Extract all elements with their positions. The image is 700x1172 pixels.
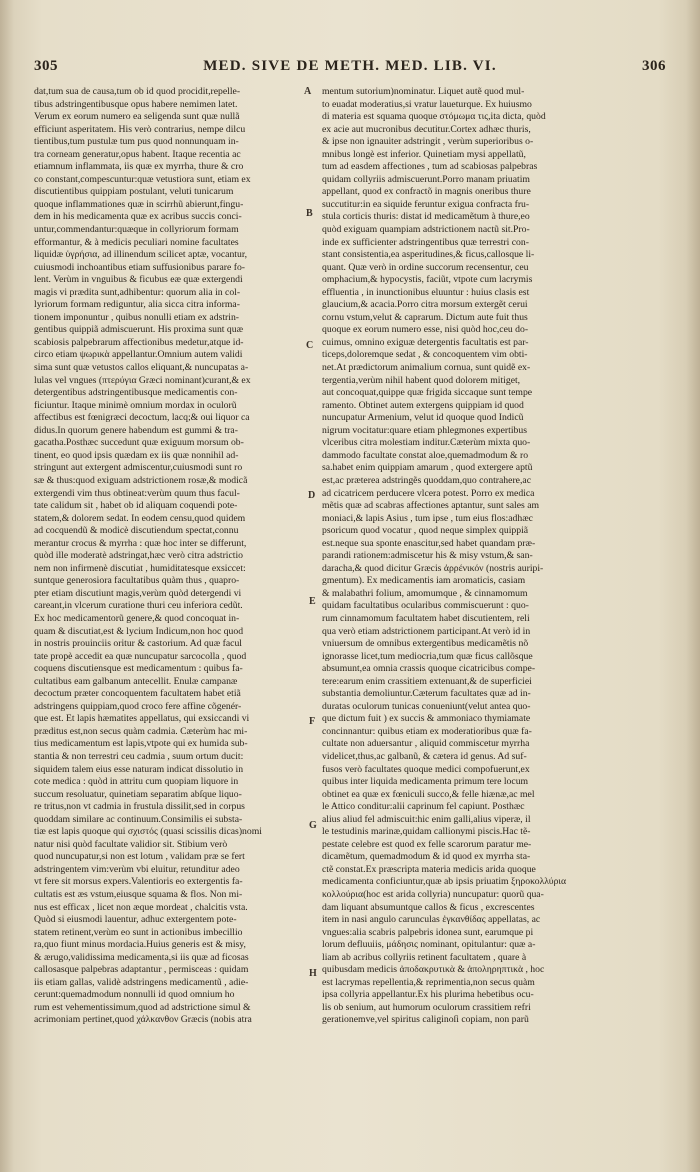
margin-letter-f: F [309, 716, 316, 727]
left-column-line: tibus adstringentibusque opus habere nemimen latet. [34, 98, 238, 110]
left-column-line: efficiunt asperitatem. His verò contrarius, nempe dilcu [34, 123, 246, 135]
left-column-line: untur,commendantur:quæque in collyriorum formam [34, 224, 239, 236]
left-column-line: statem,& dolorem sedat. In eodem censu,quod quidem [34, 512, 246, 524]
right-column-line: mnibus longè est inferior. Quinetiam mysi appellatũ, [322, 148, 526, 160]
left-column-line: etiamnum inflammata, iis quæ ex myrrha, thure & cro [34, 161, 244, 173]
right-column-line: succutitur:in ea siquide feruntur exigua confracta fru- [322, 198, 530, 210]
left-page-number: 305 [34, 58, 58, 74]
left-column-line: lulas vel vngues (πτερύγια Græci nominant)curant,& ex [34, 374, 251, 386]
right-column-line: le testudinis marinæ,quidam callionymi piscis.Hac tẽ- [322, 826, 531, 838]
right-page-edge [686, 0, 700, 1172]
right-column-line: lorum defluuiis, μάδησις nominant, opitulantur: quæ a- [322, 939, 536, 951]
margin-letter-c: C [306, 340, 314, 351]
right-column-line: to euadat moderatius,si vratur laueturque. Ex huiusmo [322, 98, 532, 110]
right-column-line: sa.habet enim quippiam amarum , quod extergere aptũ [322, 462, 533, 474]
left-column-line: tate calidum sit , habet ob id aliquam coquendi pote- [34, 500, 238, 512]
left-column-line: Verum ex eorum numero ea seligenda sunt quæ nullã [34, 111, 240, 123]
right-column-line: quidam collyriis admiscuerunt.Porro manam priuatim [322, 173, 530, 185]
right-column-line: concinnantur: quibus etiam ex moderatioribus quæ fa- [322, 725, 532, 737]
right-column-line: net.At prædictorum animalium cornua, sunt quidẽ ex- [322, 362, 531, 374]
right-column-line: vngues:alia scabris palpebris idonea sunt, earumque pi [322, 926, 534, 938]
left-column-line: didus.In quorum genere habendum est gummi & tra- [34, 424, 238, 436]
right-column-line: vniuersum de omnibus extergentibus medicamẽtis nõ [322, 638, 529, 650]
left-column-line: magis vi prædita sunt,adhibentur: quorum alia in col- [34, 286, 241, 298]
right-column-line: parandi rationem:admiscetur his & misy vstum,& san- [322, 550, 533, 562]
right-column-line: est.neque sua sponte enascitur,sed habet quandam præ- [322, 537, 536, 549]
right-column-line: & malabathri folium, amomumque , & cinnamomum [322, 587, 528, 599]
left-column-line: scabiosis palpebrarum affectionibus medetur,atque id- [34, 336, 244, 348]
left-column-line: succum resoluatur, quinetiam separatim abſque liquo- [34, 788, 242, 800]
left-column-line: efformantur, & à medicis peculiari nomine facultates [34, 236, 239, 248]
left-column-line: ad cocquendũ & modicè discutiendum spectat,connu [34, 525, 239, 537]
left-column-line: circo etiam ψωρικὰ appellantur.Omnium autem validi [34, 349, 243, 361]
right-column-line: quibusdam medicis ἀποδακρυτικὰ & ἀποληρηπτικὰ , hoc [322, 964, 545, 976]
left-column-line: coquens discutiensque est medicamentum : quibus fa- [34, 663, 243, 675]
right-column-line: gerationemve,vel spiritus caliginoſi copiam, non parũ [322, 1014, 529, 1026]
left-column-line: discutientibus quippiam postulant, veluti tunicarum [34, 186, 234, 198]
margin-letter-e: E [309, 596, 316, 607]
left-column-line: sima sunt quæ vetustos callos eliquant,& nuncupatas a- [34, 362, 249, 374]
left-column-line: que est. Et lapis hæmatites appellatus, qui exsiccandi vi [34, 713, 250, 725]
right-column-line: ex acie aut mucronibus decutitur.Cortex adhæc thuris, [322, 123, 531, 135]
right-column-line: stula corticis thuris: distat id medicamẽtum à thure,eo [322, 211, 530, 223]
right-column-line: quoque ex eorum numero esse, nisi quòd hoc,ceu do- [322, 324, 529, 336]
left-column-line: tate propè accedit ea quæ nuncupatur sarcocolla , quod [34, 650, 247, 662]
right-column-line: nigrum vocitatur:quare etiam phlegmones expertibus [322, 424, 527, 436]
left-column-line: Quòd si eiusmodi lauentur, adhuc extergentem pote- [34, 914, 237, 926]
right-column-line: cornu vstum,velut & caprarum. Dictum aute fuit thus [322, 311, 528, 323]
running-title: MED. SIVE DE METH. MED. LIB. VI. [203, 58, 497, 74]
left-column-line: affectibus est fœnigræci decoctum, lacq;& oui liquor ca [34, 412, 250, 424]
right-column-line: ipsa collyria appellantur.Ex his plurima hebetibus ocu- [322, 989, 534, 1001]
right-page-number: 306 [642, 58, 666, 74]
right-column-line: κολλούρια(hoc est arida collyria) nuncupatur: quorũ qua- [322, 889, 544, 900]
left-column-line: co constant,compescuntur:quæ vetustiora sunt, etiam ex [34, 173, 251, 185]
left-column-line: quoddam similare ac continuum.Consimilis ei substa- [34, 813, 243, 825]
right-column-line: quibus inter liquida medicamenta primum tere locum [322, 776, 529, 788]
right-column-line: di materia est squama quoque στόμωμα τις,ita dicta, quòd [322, 111, 546, 123]
right-column-line: nuncupatur Armenium, velut id quoque quod Indicũ [322, 412, 524, 424]
right-column-line: ad cicatricem perducere vlcera potest. Porro ex medica [322, 487, 535, 499]
left-column-line: quam & discutiat,est & lycium Indicum,non hoc quod [34, 625, 244, 637]
left-column-line: ficiuntur. Itaque minimè omnium mordax in oculorũ [34, 399, 237, 411]
right-column-line: ctẽ constat.Ex præscripta materia medicis arida quoque [322, 863, 536, 875]
right-column-line: alius aliud fel admiscuit:hic enim galli,alius viperæ, il [322, 813, 531, 825]
right-column-line: effluentia , in inunctionibus eluuntur : huius clasis est [322, 286, 530, 298]
left-column-line: extergendi vim thus obtineat:verùm quum thus facul- [34, 487, 240, 499]
left-column-line: tra corneam generatur,opus habent. Itaque recentia ac [34, 148, 241, 160]
left-column-line: tinent, eo quod ipsis quædam ex iis quæ nonnihil ad- [34, 449, 239, 461]
right-column-line: mẽtis quæ ad scabras affectiones aptantur, sunt sales am [322, 500, 540, 512]
left-column-line: siquidem talem eius esse naturam indicat dissolutio in [34, 763, 244, 775]
right-column-line: vlceribus citra molestiam inditur.Cæterùm mixta quo- [322, 437, 531, 449]
right-column-line: stant consistentia,ea asperitudines,& ficus,callosque li- [322, 249, 535, 261]
left-column-line: iis etiam gallas, validè adstringens medicamentũ , adie- [34, 976, 249, 988]
left-column-line: tius medicamentum est lapis,vtpote qui ex humida sub- [34, 738, 248, 750]
right-column-line: tergentia,verùm nihil habent quod dolorem mitiget, [322, 374, 521, 386]
right-column-line: quòd exiguam quampiam adstrictionem nactũ sit.Pro- [322, 224, 530, 236]
right-column-line: ramento. Obtinet autem extergens quippiam id quod [322, 399, 524, 411]
left-column-line: stringunt aut extergent admiscentur,cuiusmodi sunt ro [34, 462, 243, 474]
right-column-line: lis ob senium, aut humorum oculorum crassitiem refri [322, 1001, 531, 1013]
left-column-line: tientibus,tum pustulæ tum pus quod nonnunquam in- [34, 136, 239, 148]
right-column-line: dam liquant absumuntque callos & ficus , excrescentes [322, 901, 535, 913]
right-column-line: tum ad easdem affectiones , tum ad scabiosas palpebras [322, 161, 538, 173]
page-header [34, 58, 666, 84]
left-page-edge [0, 0, 14, 1172]
right-column-line: aut concoquat,quippe quæ frigida siccaque sunt tempe [322, 387, 533, 399]
right-column-line: psoricum quod vocatur , quod neque simplex quippiã [322, 525, 529, 537]
right-column-line: obtinet ea quæ ex fœniculi succo,& felle hiænæ,ac mel [322, 788, 535, 800]
left-column-line: nem non infirmenè discutiat , humiditatesque exsiccet: [34, 562, 246, 574]
left-column-line: nus est efficax , licet non æque mordeat , chalcitis vsta. [34, 901, 248, 913]
left-column-line: pter etiam discutiunt magis,verùm quòd detergendi vi [34, 587, 242, 599]
right-column-line: pestate celebre est quod ex felle scarorum paratur me- [322, 838, 532, 850]
right-column-line: glaucium,& acacia.Porro citra morsum extergẽt cerui [322, 299, 528, 311]
right-column-line: quant. Quæ verò in ordine succorum recensentur, ceu [322, 261, 529, 273]
right-column-line: qua verò etiam adstrictionem participant.At verò id in [322, 625, 531, 637]
left-column-line: cuiusmodi inchoantibus etiam suffusionibus parare fo- [34, 261, 246, 273]
right-column-line: substantia demoliuntur.Cæterum facultates quæ ad in- [322, 688, 531, 700]
left-column-line: careant,in vlcerum curatione thuri ceu inferiora cedũt. [34, 600, 243, 612]
left-column-line: suntque generosiora facultatibus quàm thus , quapro- [34, 575, 240, 587]
right-column-line: est lacrymas repellentia,& reprimentia,non secus quàm [322, 976, 535, 988]
left-column-line: natur nisi quòd facultate validior sit. Stibium verò [34, 838, 228, 850]
left-column-line: adstringentem vim:verùm vbi eluitur, retunditur adeo [34, 863, 240, 875]
left-column-line: detergentibus adstringentibusque medicamentis con- [34, 387, 238, 399]
left-column-line: præditus est,non secus quàm cadmia. Cæterùm hac mi- [34, 725, 248, 737]
left-column-line: sæ & thus:quod exiguam adstrictionem rosæ,& modicã [34, 474, 248, 486]
right-column-line: medicamenta conficiuntur,quæ ab ipsis priuatim ξηροκολλύρια [322, 876, 567, 888]
left-column-line: acrimoniam pertinet,quod χάλκανθον Græcis (nobis atra [34, 1014, 252, 1026]
right-column-line: liam ab acribus collyriis retinent facultatem , quare à [322, 951, 527, 963]
left-column-line: & ærugo,validissima medicamenta,si iis quæ ad ficosas [34, 951, 249, 963]
right-column-line: dicamẽtum, quemadmodum & id quod ex myrrha sta- [322, 851, 531, 863]
right-column-line: rum cinnamomum facultatem habet discutientem, reli [322, 612, 530, 624]
right-column-line: videlicet,thus,ac galbanũ, & cætera id genus. Ad suf- [322, 750, 527, 762]
left-column-line: lent. Verùm in vnguibus & ficubus eæ quæ extergendi [34, 274, 243, 286]
right-column-line: gmentum). Ex medicamentis iam aromaticis, casiam [322, 575, 526, 587]
right-column-line: dammodo facultate constat aloe,quemadmodum & ro [322, 449, 529, 461]
left-column-line: lyriorum formam rediguntur, alia sicca citra informa- [34, 299, 240, 311]
left-column-line: re tritus,non vt cadmia in frustula dissilit,sed in corpus [34, 801, 245, 813]
right-column-line: inde ex sufficienter adstringentibus quæ terrestri con- [322, 236, 529, 248]
left-column-line: liquidæ ὑγρήσια, ad illinendum scilicet aptæ, vocantur, [34, 249, 248, 261]
left-column-line: ra,quo fiunt minus mordacia.Huius generis est & misy, [34, 939, 246, 951]
left-text-column [34, 86, 312, 1027]
margin-letter-h: H [309, 968, 317, 979]
right-column-line: moniaci,& lapis Asius , tum ipse , tum eius flos:adhæc [322, 512, 533, 524]
right-column-line: omphacium,& hypocystis, faciũt, vtpote cum lacrymis [322, 274, 533, 286]
right-column-line: est,ac præterea adstringẽs quoddam,quo contrahere,ac [322, 474, 532, 486]
left-column-line: stantia & non terrestri ceu cadmia , suum ortum ducit: [34, 750, 244, 762]
left-column-line: quoque inflammationes quæ in scirrhũ abierunt,fingu- [34, 198, 244, 210]
left-column-line: Ex hoc medicamentorũ genere,& quod concoquat in- [34, 612, 240, 624]
right-column-line: daracha,& quod dicitur Græcis ἀρρένικόν (nostris auripi- [322, 562, 544, 574]
right-column-line: duratas oculorum tunicas conueniunt(velut antea quo- [322, 700, 531, 712]
left-column-line: tiæ est lapis quoque qui σχιστός (quasi scissilis dicas)nomi [34, 826, 262, 838]
left-column-line: cultatis est æs vstum,eiusque squama & flos. Non mi- [34, 889, 243, 900]
right-column-line: ticeps,doloremque sedat , & concoquentem vim obti- [322, 349, 528, 361]
right-column-line: fusos verò facultates quoque medici compofuerunt,ex [322, 763, 530, 775]
left-column-line: gacatha.Posthæc succedunt quæ exiguum morsum ob- [34, 437, 244, 449]
left-column-line: vt fere sit morsus expers.Valentioris eo extergentis fa- [34, 876, 243, 888]
left-column-line: dem in his medicamenta quæ ex acribus succis conci- [34, 211, 242, 223]
left-column-line: quod nuncupatur,si non est lotum , validam præ se fert [34, 851, 245, 863]
left-column-line: gentibus quippiã admiscuerunt. His proxima sunt quæ [34, 324, 244, 336]
right-column-line: cultate non aduersantur , aliquid commiscetur myrrha [322, 738, 530, 750]
right-column-line: absumunt,ea omnia crassis quoque cicatricibus compe- [322, 663, 536, 675]
left-column-line: in nostris prouinciis oritur & castorium. Ad quæ facul [34, 638, 242, 650]
left-column-line: cote medica : quòd in attritu cum quopiam liquore in [34, 776, 239, 788]
right-column-line: tere:earum enim crassitiem extenuant,& de superficiei [322, 675, 532, 687]
right-text-column [322, 86, 600, 1027]
left-column-line: decoctum præter concoquentem facultatem habet etiã [34, 688, 241, 700]
left-column-line: callosasque palpebras adaptantur , permisceas : quidam [34, 964, 249, 976]
left-column-line: dat,tum sua de causa,tum ob id quod procidit,repelle- [34, 86, 241, 97]
left-column-line: adstringens quippiam,quod croco fere affine cõgenér- [34, 700, 242, 712]
left-column-line: quòd ille moderatè adstringat,hæc verò citra adstrictio [34, 550, 244, 562]
right-column-line: cuimus, omnino exiguæ detergentis facultatis est par- [322, 336, 529, 348]
right-column-line: que dictum fuit ) ex succis & ammoniaco thymiamate [322, 713, 531, 725]
right-column-line: ignorasse licet,tum mediocria,tum quæ ficus callõsque [322, 650, 533, 662]
margin-letter-g: G [309, 820, 317, 831]
right-column-line: mentum sutorium)nominatur. Liquet autẽ quod mul- [322, 86, 525, 97]
left-column-line: cultatibus eam galbanum antecellit. Enulæ campanæ [34, 675, 238, 687]
left-column-line: tionem imponuntur , quibus nonulli etiam ex adstrin- [34, 311, 240, 323]
right-column-line: appellant, quod ex confractõ in magnis oneribus thure [322, 186, 531, 198]
margin-letter-d: D [308, 490, 316, 501]
right-column-line: item in nasi angulo carunculas ἐγκανθίδας appellatas, ac [322, 914, 541, 926]
left-column-line: merantur crocus & myrrha : quæ hoc inter se differunt, [34, 537, 247, 549]
margin-letter-a: A [304, 86, 312, 97]
right-column-line: quidam facultatibus ocularibus commiscuerunt : quo- [322, 600, 529, 612]
right-column-line: le Attico conditur:alii caprinum fel capiunt. Posthæc [322, 801, 525, 813]
left-column-line: statem retinent,verùm eo sunt in actionibus imbecillio [34, 926, 243, 938]
left-column-line: rum est vehementissimum,quod ad adstrictione simul & [34, 1001, 251, 1013]
left-column-line: cerunt:quemadmodum nonnulli id quod omnium ho [34, 989, 235, 1001]
margin-letter-b: B [306, 208, 313, 219]
right-column-line: & ipse non ignauiter adstringit , verùm superioribus o- [322, 136, 534, 148]
